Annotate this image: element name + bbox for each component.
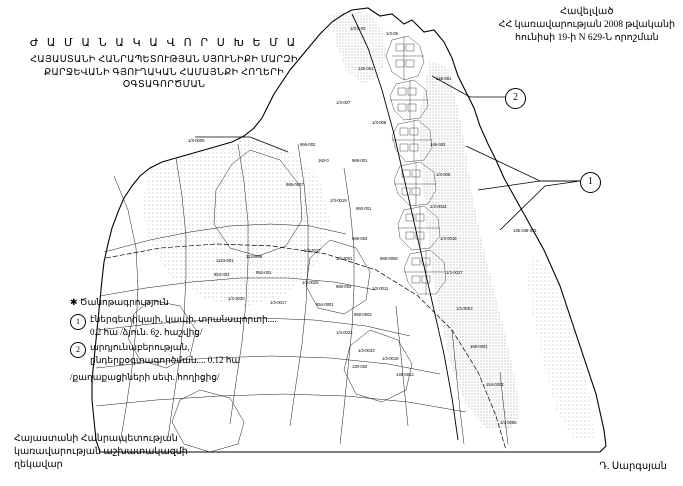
legend-marker-2: 2 <box>70 342 86 358</box>
parcel-code-label: 966-0006 <box>380 256 398 261</box>
parcel-code-label: 954-003 <box>214 272 230 277</box>
parcel-code-label: 1/3-0022 <box>336 330 353 335</box>
legend-marker-1: 1 <box>70 314 86 330</box>
parcel-code-label: 135-346-031 <box>513 228 537 233</box>
legend-title-row <box>70 296 285 309</box>
parcel-code-label: 1/3-0-03 <box>350 26 366 31</box>
parcel-code-label: 1/3-3001 <box>336 256 353 261</box>
parcel-code-label: 1/3-0033 <box>358 348 375 353</box>
parcel-code-label: 146-051 <box>358 66 374 71</box>
approval-line-2: ՀՀ կառավարության 2008 թվականի <box>498 20 675 30</box>
legend-text-1: էներգետիկայի, կապի, տրանսպորտի.... 0.2 հա /ձյուն. 6շ. հաշվից/ <box>90 314 277 337</box>
title-block <box>14 36 314 92</box>
parcel-code-label: 146-003 <box>430 142 446 147</box>
legend-note: /քաղաքացիների սեփ. հողիցից/ <box>70 372 220 382</box>
page-title: Ժ Ա Մ Ա Ն Ա Կ Ա Վ Ո Ր Ս Խ Ե Մ Ա <box>29 37 299 49</box>
legend-text-2: արդյունաբերության, ընդերքօգտագործման.... 0.12 հա <box>90 342 241 365</box>
title-subline-3: ՕԳՏԱԳՈՐԾՄԱՆ <box>122 80 206 90</box>
parcel-code-label: 146-0012 <box>396 372 414 377</box>
signature-line-3: ղեկավար <box>14 460 63 470</box>
parcel-code-label: 1/3-0055 <box>500 420 517 425</box>
parcel-code-label: 1/3-3003 <box>456 306 473 311</box>
parcel-code-label: 960-004 <box>336 284 352 289</box>
parcel-code-label: 1/3-0019 <box>330 198 347 203</box>
parcel-code-label: 1/3-0017 <box>270 300 287 305</box>
parcel-code-label: 1/3-007 <box>336 100 351 105</box>
signature-line-2: կառավարության աշխատակազմի <box>14 447 188 457</box>
legend <box>70 296 285 384</box>
parcel-code-label: 1/3-006 <box>436 172 451 177</box>
approval-block <box>499 6 675 45</box>
parcel-code-label: 954-0001 <box>316 302 334 307</box>
asterisk-icon: ✱ <box>70 297 78 307</box>
parcel-code-label: 1/3-2017 <box>304 248 321 253</box>
signature-line-1: Հայաստանի Հանրապետության <box>14 434 178 444</box>
parcel-code-label: 146-001 <box>436 76 452 81</box>
parcel-code-label: 1/3-0005 <box>188 138 205 143</box>
parcel-code-label: 968-003 <box>352 236 368 241</box>
parcel-code-label: 1/3-0044 <box>430 204 447 209</box>
parcel-code-label: 1/3-008 <box>372 120 387 125</box>
legend-item-1 <box>70 313 285 339</box>
parcel-code-label: 158-0001 <box>470 344 488 349</box>
parcel-code-label: 1/3-0025 <box>302 280 319 285</box>
legend-item-2 <box>70 341 285 367</box>
signatory-name: Դ. Սարգսյան <box>599 461 667 472</box>
parcel-code-label: 154-0002 <box>486 382 504 387</box>
parcel-code-label: 1/3-05 <box>386 31 398 36</box>
parcel-code-label: 1/3-3030 <box>228 296 245 301</box>
approval-line-3: հունիսի 19-ի N 629-Ն որոշման <box>514 33 659 43</box>
parcel-code-label: 1124999 <box>246 254 262 259</box>
title-subline-1: ՀԱՅԱՍՏԱՆԻ ՀԱՆՐԱՊԵՏՈՒԹՅԱՆ ՍՅՈՒՆԻՔԻ ՄԱՐԶԻ <box>30 55 298 65</box>
parcel-code-label: 966-002 <box>300 142 316 147</box>
parcel-code-label: 130-002 <box>352 364 368 369</box>
signature-block <box>14 433 188 472</box>
parcel-code-label: 968-001 <box>352 158 368 163</box>
map-callout-2[interactable]: 2 <box>505 88 526 109</box>
parcel-code-label: 952-001 <box>256 270 272 275</box>
parcel-code-label: 160-0 <box>318 158 329 163</box>
parcel-code-label: 960-001 <box>356 206 372 211</box>
parcel-code-label: 1/3-0027 <box>446 270 463 275</box>
approval-line-1: Հավելված <box>560 7 614 17</box>
parcel-code-label: 966-0007 <box>286 182 304 187</box>
parcel-code-label: 968-0002 <box>354 312 372 317</box>
parcel-code-label: 1/3-0018 <box>382 356 399 361</box>
parcel-code-label: 1124-001 <box>216 258 234 263</box>
legend-title: Ծանոթագրություն <box>79 297 169 307</box>
parcel-code-label: 1/3-0016 <box>440 236 457 241</box>
title-subline-2: ՔԱՐՋԵՎԱՆԻ ԳՅՈՒՂԱԿԱՆ ՀԱՄԱՅՆՔԻ ՀՈՂԵՐԻ <box>43 67 285 78</box>
map-callout-1[interactable]: 1 <box>580 172 601 193</box>
parcel-code-label: 1/3-0011 <box>372 286 389 291</box>
